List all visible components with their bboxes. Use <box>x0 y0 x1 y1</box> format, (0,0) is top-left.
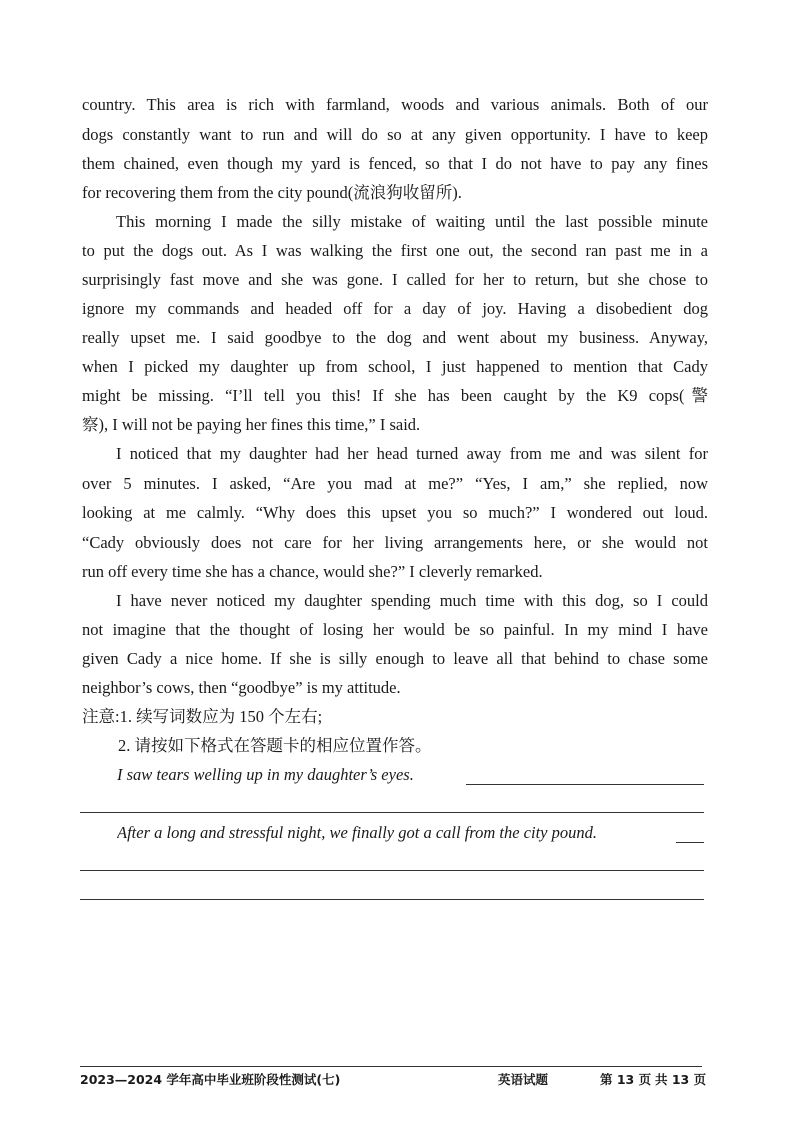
answer-line <box>466 784 704 785</box>
passage-line-17: run off every time she has a chance, would she?” I cleverly remarked. <box>82 562 543 581</box>
answer-line <box>80 870 704 871</box>
note-format: 2. 请按如下格式在答题卡的相应位置作答。 <box>118 736 432 755</box>
passage-line-5: This morning I made the silly mistake of waiting until the last possible minute <box>116 212 708 231</box>
passage-line-12: 察), I will not be paying her fines this time,” I said. <box>82 415 421 434</box>
passage-line-9: really upset me. I said goodbye to the dog and went about my business. Anyway, <box>82 328 708 347</box>
answer-line <box>80 899 704 900</box>
page-total: 共 13 页 <box>655 1072 707 1087</box>
passage-line-18: I have never noticed my daughter spending much time with this dog, so I could <box>116 591 708 610</box>
passage-line-19: not imagine that the thought of losing her would be so painful. In my mind I have <box>82 620 708 639</box>
passage-line-8: ignore my commands and headed off for a day of joy. Having a disobedient dog <box>82 299 708 318</box>
passage-line-21: neighbor’s cows, then “goodbye” is my attitude. <box>82 678 401 697</box>
passage-line-13: I noticed that my daughter had her head turned away from me and was silent for <box>116 444 708 463</box>
passage-line-3: them chained, even though my yard is fenced, so that I do not have to pay any fines <box>82 154 708 173</box>
passage-line-15: looking at me calmly. “Why does this upset you so much?” I wondered out loud. <box>82 503 708 522</box>
footer-divider <box>80 1066 702 1067</box>
passage-line-14: over 5 minutes. I asked, “Are you mad at me?” “Yes, I am,” she replied, now <box>82 474 708 493</box>
prompt-paragraph-2: After a long and stressful night, we finally got a call from the city pound. <box>117 823 597 842</box>
passage-line-4: for recovering them from the city pound(流浪狗收留所). <box>82 183 462 202</box>
answer-line <box>676 842 704 843</box>
prompt-paragraph-1: I saw tears welling up in my daughter’s eyes. <box>117 765 414 784</box>
answer-line <box>80 812 704 813</box>
passage-line-10: when I picked my daughter up from school, I just happened to mention that Cady <box>82 357 708 376</box>
subject-label: 英语试题 <box>498 1072 549 1087</box>
passage-line-6: to put the dogs out. As I was walking the first one out, the second ran past me in a <box>82 241 708 260</box>
passage-line-20: given Cady a nice home. If she is silly enough to leave all that behind to chase some <box>82 649 708 668</box>
passage-line-16: “Cady obviously does not care for her living arrangements here, or she would not <box>82 533 708 552</box>
note-word-count: 注意:1. 续写词数应为 150 个左右; <box>82 707 323 726</box>
passage-line-7: surprisingly fast move and she was gone. I called for her to return, but she chose to <box>82 270 708 289</box>
passage-line-1: country. This area is rich with farmland, woods and various animals. Both of our <box>82 95 708 114</box>
page-number: 第 13 页 <box>600 1072 652 1087</box>
exam-title: 2023—2024 学年高中毕业班阶段性测试(七) <box>80 1072 341 1087</box>
passage-line-11: might be missing. “I’ll tell you this! If she has been caught by the K9 cops(警 <box>82 386 708 405</box>
passage-line-2: dogs constantly want to run and will do so at any given opportunity. I have to keep <box>82 125 708 144</box>
